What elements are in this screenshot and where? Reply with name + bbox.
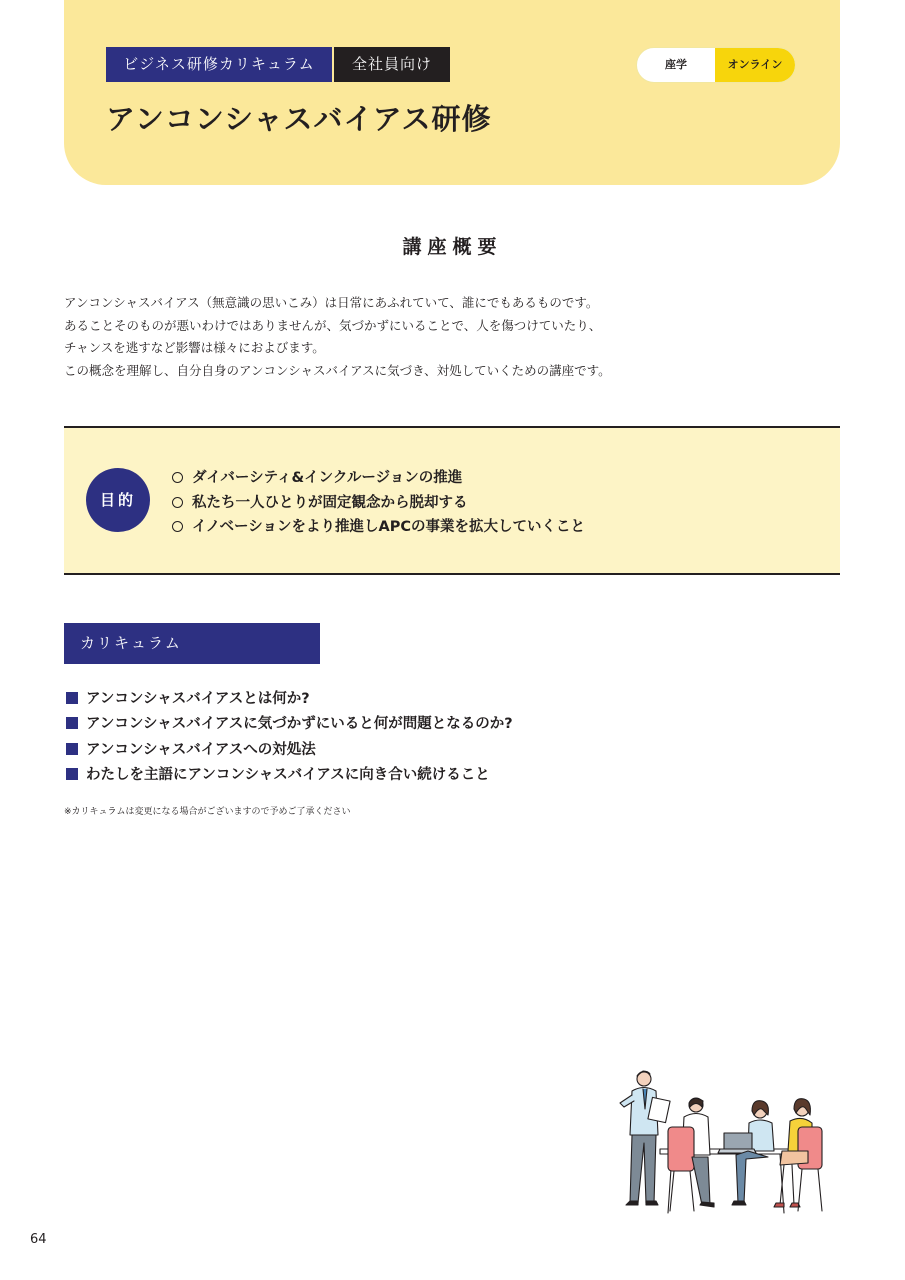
page-title: アンコンシャスバイアス研修 — [106, 102, 492, 136]
curriculum-heading: カリキュラム — [64, 623, 320, 664]
circle-bullet-icon — [172, 521, 183, 532]
purpose-badge: 目的 — [86, 468, 150, 532]
curriculum-item — [66, 712, 513, 737]
delivery-mode-pill — [636, 47, 796, 83]
curriculum-note: ※カリキュラムは変更になる場合がございますので予めご了承ください — [64, 807, 351, 817]
curriculum-list — [66, 687, 513, 788]
purpose-item — [172, 515, 585, 540]
purpose-item — [172, 491, 585, 516]
overview-line: アンコンシャスバイアス（無意識の思いこみ）は日常にあふれていて、誰にでもあるものです。 — [64, 295, 599, 310]
purpose-list — [172, 466, 585, 540]
overview-line: あることそのものが悪いわけではありませんが、気づかずにいることで、人を傷つけていたり、 — [64, 317, 602, 333]
curriculum-item-text: わたしを主語にアンコンシャスバイアスに向き合い続けること — [86, 766, 490, 783]
purpose-box — [64, 426, 840, 575]
purpose-item-text: 私たち一人ひとりが固定観念から脱却する — [192, 494, 468, 511]
square-bullet-icon — [66, 768, 78, 780]
curriculum-item — [66, 738, 513, 763]
category-tag: ビジネス研修カリキュラム — [106, 47, 332, 82]
curriculum-item-text: アンコンシャスバイアスへの対処法 — [86, 741, 316, 758]
overview-text — [64, 292, 844, 383]
header-banner — [64, 0, 840, 185]
purpose-item — [172, 466, 585, 491]
square-bullet-icon — [66, 692, 78, 704]
audience-tag: 全社員向け — [334, 47, 450, 82]
curriculum-item-text: アンコンシャスバイアスとは何か? — [86, 691, 310, 707]
circle-bullet-icon — [172, 497, 183, 508]
meeting-illustration — [612, 1065, 827, 1217]
purpose-item-text: イノベーションをより推進しAPCの事業を拡大していくこと — [192, 519, 585, 535]
page-number: 64 — [30, 1232, 47, 1247]
mode-classroom: 座学 — [665, 58, 687, 71]
overview-line: チャンスを逃すなど影響は様々におよびます。 — [64, 340, 325, 356]
curriculum-item — [66, 687, 513, 712]
mode-online: オンライン — [715, 48, 795, 82]
purpose-item-text: ダイバーシティ&インクルージョンの推進 — [192, 470, 463, 486]
overview-heading: 講座概要 — [402, 236, 503, 258]
curriculum-item-text: アンコンシャスバイアスに気づかずにいると何が問題となるのか? — [86, 716, 513, 733]
circle-bullet-icon — [172, 472, 183, 483]
curriculum-item — [66, 763, 513, 788]
square-bullet-icon — [66, 743, 78, 755]
square-bullet-icon — [66, 717, 78, 729]
overview-line: この概念を理解し、自分自身のアンコンシャスバイアスに気づき、対処していくための講座です。 — [64, 363, 611, 379]
